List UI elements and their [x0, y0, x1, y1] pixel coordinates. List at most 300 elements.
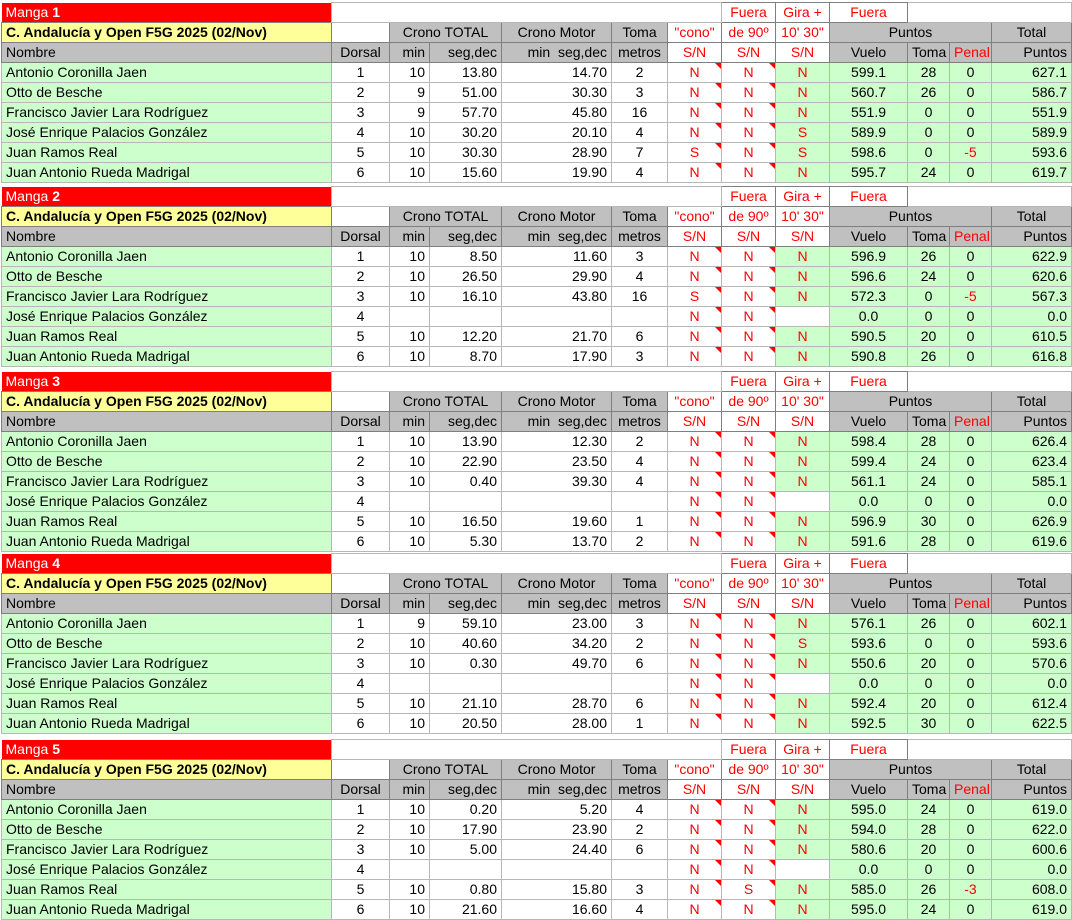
- dorsal-cell[interactable]: 5: [332, 512, 390, 532]
- fuera-10-30-header[interactable]: Fuera: [830, 740, 908, 760]
- total-min-cell[interactable]: 10: [390, 840, 430, 860]
- cono-header[interactable]: "cono": [668, 23, 722, 43]
- toma-header[interactable]: Toma: [612, 574, 668, 594]
- competition-title[interactable]: C. Andalucía y Open F5G 2025 (02/Nov): [2, 760, 332, 780]
- diez-treinta-cell[interactable]: N: [776, 714, 830, 734]
- cono-cell[interactable]: N: [668, 83, 722, 103]
- dorsal-cell[interactable]: 4: [332, 860, 390, 880]
- motor-seg-cell[interactable]: 30.30: [502, 83, 612, 103]
- total-header[interactable]: Total: [992, 574, 1072, 594]
- time-sn-header[interactable]: S/N: [776, 780, 830, 800]
- total-min-cell[interactable]: 10: [390, 820, 430, 840]
- de-90-header[interactable]: de 90º: [722, 392, 776, 412]
- total-cell[interactable]: 551.9: [992, 103, 1072, 123]
- total-header[interactable]: Total: [992, 207, 1072, 227]
- toma-cell[interactable]: 20: [908, 694, 950, 714]
- diez-treinta-cell[interactable]: N: [776, 880, 830, 900]
- cono-sn-header[interactable]: S/N: [668, 227, 722, 247]
- competition-title[interactable]: C. Andalucía y Open F5G 2025 (02/Nov): [2, 23, 332, 43]
- total-min-cell[interactable]: 10: [390, 327, 430, 347]
- seg-dec-header[interactable]: seg,dec: [430, 780, 502, 800]
- toma-cell[interactable]: 30: [908, 714, 950, 734]
- total-cell[interactable]: 622.9: [992, 247, 1072, 267]
- vuelo-cell[interactable]: 0.0: [830, 307, 908, 327]
- penal-cell[interactable]: 0: [950, 532, 992, 552]
- vuelo-cell[interactable]: 594.0: [830, 820, 908, 840]
- total-seg-cell[interactable]: 40.60: [430, 634, 502, 654]
- total-min-cell[interactable]: [390, 674, 430, 694]
- vuelo-header[interactable]: Vuelo: [830, 412, 908, 432]
- dorsal-cell[interactable]: 1: [332, 247, 390, 267]
- total-seg-cell[interactable]: [430, 492, 502, 512]
- gira-cell[interactable]: N: [722, 63, 776, 83]
- blank-cell[interactable]: [332, 740, 722, 760]
- dorsal-cell[interactable]: 5: [332, 327, 390, 347]
- dorsal-cell[interactable]: 1: [332, 63, 390, 83]
- pilot-name[interactable]: Francisco Javier Lara Rodríguez: [2, 840, 332, 860]
- gira-cell[interactable]: N: [722, 840, 776, 860]
- toma-cell[interactable]: 0: [908, 123, 950, 143]
- gira-cell[interactable]: N: [722, 267, 776, 287]
- diez-treinta-cell[interactable]: N: [776, 163, 830, 183]
- pilot-name[interactable]: Juan Ramos Real: [2, 143, 332, 163]
- gira-cell[interactable]: N: [722, 123, 776, 143]
- total-cell[interactable]: 612.4: [992, 694, 1072, 714]
- diez-treinta-cell[interactable]: N: [776, 83, 830, 103]
- total-header[interactable]: Total: [992, 23, 1072, 43]
- total-cell[interactable]: 0.0: [992, 674, 1072, 694]
- diez-treinta-cell[interactable]: S: [776, 634, 830, 654]
- crono-motor-header[interactable]: Crono Motor: [502, 23, 612, 43]
- total-puntos-header[interactable]: Puntos: [992, 594, 1072, 614]
- penal-cell[interactable]: 0: [950, 820, 992, 840]
- total-seg-cell[interactable]: 15.60: [430, 163, 502, 183]
- pilot-name[interactable]: José Enrique Palacios González: [2, 307, 332, 327]
- vuelo-cell[interactable]: 599.1: [830, 63, 908, 83]
- total-min-cell[interactable]: 10: [390, 123, 430, 143]
- motor-seg-cell[interactable]: 19.90: [502, 163, 612, 183]
- de-90-header[interactable]: de 90º: [722, 23, 776, 43]
- gira-cell[interactable]: N: [722, 860, 776, 880]
- gira-cell[interactable]: N: [722, 634, 776, 654]
- seg-dec-header[interactable]: seg,dec: [430, 594, 502, 614]
- toma-metros-cell[interactable]: [612, 492, 668, 512]
- cono-cell[interactable]: N: [668, 614, 722, 634]
- diez-treinta-cell[interactable]: N: [776, 347, 830, 367]
- motor-sub-header[interactable]: [502, 780, 612, 800]
- manga-title[interactable]: [2, 3, 332, 23]
- vuelo-cell[interactable]: 0.0: [830, 860, 908, 880]
- dorsal-cell[interactable]: 5: [332, 694, 390, 714]
- cono-cell[interactable]: N: [668, 163, 722, 183]
- puntos-header[interactable]: Puntos: [830, 574, 992, 594]
- diez-treinta-cell[interactable]: N: [776, 267, 830, 287]
- toma-metros-cell[interactable]: 4: [612, 900, 668, 920]
- total-seg-cell[interactable]: 22.90: [430, 452, 502, 472]
- total-min-cell[interactable]: 10: [390, 472, 430, 492]
- cono-cell[interactable]: N: [668, 307, 722, 327]
- toma-metros-cell[interactable]: 4: [612, 452, 668, 472]
- total-seg-cell[interactable]: 26.50: [430, 267, 502, 287]
- total-puntos-header[interactable]: Puntos: [992, 43, 1072, 63]
- total-seg-cell[interactable]: 20.50: [430, 714, 502, 734]
- dorsal-cell[interactable]: 2: [332, 267, 390, 287]
- pilot-name[interactable]: Juan Ramos Real: [2, 327, 332, 347]
- gira-header[interactable]: Gira +: [776, 554, 830, 574]
- vuelo-header[interactable]: Vuelo: [830, 780, 908, 800]
- gira-sn-header[interactable]: S/N: [722, 412, 776, 432]
- toma-metros-cell[interactable]: 1: [612, 512, 668, 532]
- fuera-cono-header[interactable]: Fuera: [722, 3, 776, 23]
- gira-cell[interactable]: N: [722, 512, 776, 532]
- crono-total-header[interactable]: Crono TOTAL: [390, 574, 502, 594]
- motor-seg-cell[interactable]: 24.40: [502, 840, 612, 860]
- toma-metros-cell[interactable]: 4: [612, 800, 668, 820]
- gira-cell[interactable]: N: [722, 492, 776, 512]
- motor-seg-cell[interactable]: 39.30: [502, 472, 612, 492]
- diez-treinta-cell[interactable]: N: [776, 654, 830, 674]
- toma-cell[interactable]: 0: [908, 307, 950, 327]
- total-cell[interactable]: 0.0: [992, 492, 1072, 512]
- toma-puntos-header[interactable]: Toma: [908, 594, 950, 614]
- total-seg-cell[interactable]: 30.30: [430, 143, 502, 163]
- metros-header[interactable]: metros: [612, 412, 668, 432]
- min-header[interactable]: min: [390, 594, 430, 614]
- pilot-name[interactable]: Juan Antonio Rueda Madrigal: [2, 163, 332, 183]
- motor-seg-cell[interactable]: 23.00: [502, 614, 612, 634]
- diez-treinta-cell[interactable]: N: [776, 694, 830, 714]
- total-min-cell[interactable]: 10: [390, 714, 430, 734]
- cono-cell[interactable]: N: [668, 820, 722, 840]
- dorsal-cell[interactable]: 4: [332, 123, 390, 143]
- motor-seg-cell[interactable]: 19.60: [502, 512, 612, 532]
- diez-treinta-cell[interactable]: N: [776, 472, 830, 492]
- total-seg-cell[interactable]: 12.20: [430, 327, 502, 347]
- pilot-name[interactable]: Francisco Javier Lara Rodríguez: [2, 103, 332, 123]
- diez-treinta-cell[interactable]: N: [776, 63, 830, 83]
- gira-cell[interactable]: N: [722, 532, 776, 552]
- min-header[interactable]: min: [390, 780, 430, 800]
- vuelo-header[interactable]: Vuelo: [830, 227, 908, 247]
- crono-motor-header[interactable]: Crono Motor: [502, 207, 612, 227]
- vuelo-cell[interactable]: 595.7: [830, 163, 908, 183]
- dorsal-cell[interactable]: 3: [332, 103, 390, 123]
- gira-cell[interactable]: N: [722, 103, 776, 123]
- blank-cell[interactable]: [332, 760, 390, 780]
- motor-seg-cell[interactable]: 43.80: [502, 287, 612, 307]
- gira-header[interactable]: Gira +: [776, 187, 830, 207]
- motor-sub-header[interactable]: [502, 227, 612, 247]
- pilot-name[interactable]: José Enrique Palacios González: [2, 492, 332, 512]
- diez-treinta-cell[interactable]: N: [776, 800, 830, 820]
- total-seg-cell[interactable]: [430, 860, 502, 880]
- time-10-30-header[interactable]: 10' 30": [776, 392, 830, 412]
- total-seg-cell[interactable]: 16.50: [430, 512, 502, 532]
- pilot-name[interactable]: José Enrique Palacios González: [2, 123, 332, 143]
- penal-cell[interactable]: 0: [950, 123, 992, 143]
- total-seg-cell[interactable]: 0.80: [430, 880, 502, 900]
- total-min-cell[interactable]: 10: [390, 63, 430, 83]
- toma-metros-cell[interactable]: 1: [612, 714, 668, 734]
- gira-cell[interactable]: N: [722, 432, 776, 452]
- dorsal-cell[interactable]: 2: [332, 452, 390, 472]
- motor-seg-cell[interactable]: 14.70: [502, 63, 612, 83]
- diez-treinta-cell[interactable]: N: [776, 512, 830, 532]
- total-seg-cell[interactable]: 0.20: [430, 800, 502, 820]
- total-min-cell[interactable]: 10: [390, 654, 430, 674]
- vuelo-cell[interactable]: 561.1: [830, 472, 908, 492]
- cono-cell[interactable]: N: [668, 800, 722, 820]
- motor-seg-cell[interactable]: 13.70: [502, 532, 612, 552]
- cono-header[interactable]: "cono": [668, 760, 722, 780]
- vuelo-cell[interactable]: 585.0: [830, 880, 908, 900]
- toma-cell[interactable]: 26: [908, 83, 950, 103]
- total-min-cell[interactable]: 9: [390, 83, 430, 103]
- time-10-30-header[interactable]: 10' 30": [776, 574, 830, 594]
- toma-metros-cell[interactable]: 4: [612, 123, 668, 143]
- toma-cell[interactable]: 24: [908, 800, 950, 820]
- toma-metros-cell[interactable]: [612, 860, 668, 880]
- cono-sn-header[interactable]: S/N: [668, 594, 722, 614]
- total-seg-cell[interactable]: 0.30: [430, 654, 502, 674]
- toma-cell[interactable]: 26: [908, 347, 950, 367]
- toma-cell[interactable]: 24: [908, 452, 950, 472]
- penal-cell[interactable]: 0: [950, 800, 992, 820]
- total-cell[interactable]: 0.0: [992, 860, 1072, 880]
- diez-treinta-cell[interactable]: N: [776, 327, 830, 347]
- cono-cell[interactable]: N: [668, 432, 722, 452]
- penal-header[interactable]: Penal: [950, 227, 992, 247]
- pilot-name[interactable]: Otto de Besche: [2, 820, 332, 840]
- penal-cell[interactable]: 0: [950, 614, 992, 634]
- diez-treinta-cell[interactable]: [776, 492, 830, 512]
- toma-metros-cell[interactable]: 2: [612, 63, 668, 83]
- toma-cell[interactable]: 0: [908, 634, 950, 654]
- cono-cell[interactable]: N: [668, 492, 722, 512]
- seg-dec-header[interactable]: seg,dec: [430, 43, 502, 63]
- vuelo-cell[interactable]: 592.4: [830, 694, 908, 714]
- total-min-cell[interactable]: 9: [390, 614, 430, 634]
- total-cell[interactable]: 600.6: [992, 840, 1072, 860]
- motor-seg-cell[interactable]: 23.90: [502, 820, 612, 840]
- dorsal-cell[interactable]: 4: [332, 307, 390, 327]
- penal-cell[interactable]: 0: [950, 840, 992, 860]
- total-cell[interactable]: 627.1: [992, 63, 1072, 83]
- time-10-30-header[interactable]: 10' 30": [776, 23, 830, 43]
- nombre-header[interactable]: Nombre: [2, 227, 332, 247]
- gira-cell[interactable]: N: [722, 654, 776, 674]
- nombre-header[interactable]: Nombre: [2, 412, 332, 432]
- toma-cell[interactable]: 20: [908, 327, 950, 347]
- diez-treinta-cell[interactable]: S: [776, 143, 830, 163]
- toma-metros-cell[interactable]: 16: [612, 103, 668, 123]
- pilot-name[interactable]: Otto de Besche: [2, 634, 332, 654]
- vuelo-cell[interactable]: 580.6: [830, 840, 908, 860]
- manga-title[interactable]: [2, 187, 332, 207]
- vuelo-cell[interactable]: 0.0: [830, 674, 908, 694]
- nombre-header[interactable]: Nombre: [2, 594, 332, 614]
- toma-cell[interactable]: 26: [908, 614, 950, 634]
- total-min-cell[interactable]: 10: [390, 347, 430, 367]
- total-puntos-header[interactable]: Puntos: [992, 780, 1072, 800]
- total-min-cell[interactable]: 9: [390, 103, 430, 123]
- diez-treinta-cell[interactable]: N: [776, 452, 830, 472]
- cono-cell[interactable]: N: [668, 452, 722, 472]
- motor-seg-cell[interactable]: 45.80: [502, 103, 612, 123]
- cono-cell[interactable]: S: [668, 287, 722, 307]
- motor-seg-cell[interactable]: [502, 674, 612, 694]
- nombre-header[interactable]: Nombre: [2, 780, 332, 800]
- gira-cell[interactable]: N: [722, 452, 776, 472]
- pilot-name[interactable]: Antonio Coronilla Jaen: [2, 432, 332, 452]
- cono-cell[interactable]: N: [668, 634, 722, 654]
- total-puntos-header[interactable]: Puntos: [992, 412, 1072, 432]
- vuelo-cell[interactable]: 576.1: [830, 614, 908, 634]
- cono-cell[interactable]: N: [668, 247, 722, 267]
- motor-seg-cell[interactable]: [502, 860, 612, 880]
- crono-motor-header[interactable]: Crono Motor: [502, 760, 612, 780]
- blank-cell[interactable]: [908, 740, 1072, 760]
- total-seg-cell[interactable]: 57.70: [430, 103, 502, 123]
- toma-cell[interactable]: 30: [908, 512, 950, 532]
- vuelo-cell[interactable]: 596.6: [830, 267, 908, 287]
- total-cell[interactable]: 593.6: [992, 634, 1072, 654]
- toma-metros-cell[interactable]: [612, 674, 668, 694]
- diez-treinta-cell[interactable]: [776, 307, 830, 327]
- toma-metros-cell[interactable]: 6: [612, 327, 668, 347]
- total-seg-cell[interactable]: 21.10: [430, 694, 502, 714]
- crono-motor-header[interactable]: Crono Motor: [502, 574, 612, 594]
- total-seg-cell[interactable]: [430, 674, 502, 694]
- gira-sn-header[interactable]: S/N: [722, 780, 776, 800]
- motor-seg-cell[interactable]: 17.90: [502, 347, 612, 367]
- cono-cell[interactable]: N: [668, 714, 722, 734]
- cono-cell[interactable]: N: [668, 860, 722, 880]
- motor-seg-cell[interactable]: 29.90: [502, 267, 612, 287]
- vuelo-cell[interactable]: 572.3: [830, 287, 908, 307]
- dorsal-cell[interactable]: 6: [332, 900, 390, 920]
- cono-cell[interactable]: N: [668, 674, 722, 694]
- fuera-cono-header[interactable]: Fuera: [722, 554, 776, 574]
- toma-cell[interactable]: 0: [908, 143, 950, 163]
- cono-sn-header[interactable]: S/N: [668, 412, 722, 432]
- vuelo-cell[interactable]: 599.4: [830, 452, 908, 472]
- crono-total-header[interactable]: Crono TOTAL: [390, 760, 502, 780]
- gira-cell[interactable]: N: [722, 163, 776, 183]
- penal-cell[interactable]: 0: [950, 432, 992, 452]
- toma-puntos-header[interactable]: Toma: [908, 412, 950, 432]
- toma-metros-cell[interactable]: 3: [612, 247, 668, 267]
- penal-cell[interactable]: 0: [950, 472, 992, 492]
- min-header[interactable]: min: [390, 412, 430, 432]
- cono-header[interactable]: "cono": [668, 392, 722, 412]
- motor-seg-cell[interactable]: 49.70: [502, 654, 612, 674]
- cono-cell[interactable]: N: [668, 840, 722, 860]
- vuelo-cell[interactable]: 592.5: [830, 714, 908, 734]
- toma-cell[interactable]: 0: [908, 103, 950, 123]
- gira-cell[interactable]: N: [722, 900, 776, 920]
- penal-cell[interactable]: 0: [950, 492, 992, 512]
- motor-seg-cell[interactable]: 5.20: [502, 800, 612, 820]
- toma-cell[interactable]: 0: [908, 287, 950, 307]
- vuelo-cell[interactable]: 591.6: [830, 532, 908, 552]
- gira-header[interactable]: Gira +: [776, 372, 830, 392]
- diez-treinta-cell[interactable]: N: [776, 532, 830, 552]
- competition-title[interactable]: C. Andalucía y Open F5G 2025 (02/Nov): [2, 392, 332, 412]
- toma-cell[interactable]: 26: [908, 247, 950, 267]
- toma-metros-cell[interactable]: 2: [612, 532, 668, 552]
- penal-cell[interactable]: -5: [950, 287, 992, 307]
- toma-puntos-header[interactable]: Toma: [908, 43, 950, 63]
- metros-header[interactable]: metros: [612, 43, 668, 63]
- dorsal-cell[interactable]: 5: [332, 880, 390, 900]
- diez-treinta-cell[interactable]: [776, 860, 830, 880]
- vuelo-cell[interactable]: 590.5: [830, 327, 908, 347]
- dorsal-cell[interactable]: 1: [332, 432, 390, 452]
- toma-header[interactable]: Toma: [612, 760, 668, 780]
- pilot-name[interactable]: Juan Ramos Real: [2, 880, 332, 900]
- toma-metros-cell[interactable]: 16: [612, 287, 668, 307]
- penal-cell[interactable]: 0: [950, 327, 992, 347]
- motor-seg-cell[interactable]: 20.10: [502, 123, 612, 143]
- gira-cell[interactable]: N: [722, 674, 776, 694]
- toma-metros-cell[interactable]: 3: [612, 880, 668, 900]
- total-cell[interactable]: 616.8: [992, 347, 1072, 367]
- gira-cell[interactable]: N: [722, 714, 776, 734]
- gira-sn-header[interactable]: S/N: [722, 227, 776, 247]
- crono-motor-header[interactable]: Crono Motor: [502, 392, 612, 412]
- total-cell[interactable]: 593.6: [992, 143, 1072, 163]
- dorsal-header[interactable]: Dorsal: [332, 412, 390, 432]
- pilot-name[interactable]: Otto de Besche: [2, 452, 332, 472]
- toma-metros-cell[interactable]: 2: [612, 820, 668, 840]
- fuera-10-30-header[interactable]: Fuera: [830, 3, 908, 23]
- cono-sn-header[interactable]: S/N: [668, 780, 722, 800]
- cono-cell[interactable]: N: [668, 694, 722, 714]
- puntos-header[interactable]: Puntos: [830, 23, 992, 43]
- blank-cell[interactable]: [332, 187, 722, 207]
- crono-total-header[interactable]: Crono TOTAL: [390, 207, 502, 227]
- vuelo-cell[interactable]: 589.9: [830, 123, 908, 143]
- pilot-name[interactable]: Antonio Coronilla Jaen: [2, 63, 332, 83]
- total-seg-cell[interactable]: 5.00: [430, 840, 502, 860]
- fuera-10-30-header[interactable]: Fuera: [830, 372, 908, 392]
- total-min-cell[interactable]: [390, 492, 430, 512]
- penal-cell[interactable]: 0: [950, 267, 992, 287]
- total-cell[interactable]: 619.0: [992, 800, 1072, 820]
- total-min-cell[interactable]: 10: [390, 143, 430, 163]
- pilot-name[interactable]: José Enrique Palacios González: [2, 860, 332, 880]
- toma-cell[interactable]: 20: [908, 654, 950, 674]
- diez-treinta-cell[interactable]: N: [776, 432, 830, 452]
- motor-seg-cell[interactable]: 28.90: [502, 143, 612, 163]
- penal-cell[interactable]: 0: [950, 674, 992, 694]
- toma-metros-cell[interactable]: 3: [612, 614, 668, 634]
- pilot-name[interactable]: Francisco Javier Lara Rodríguez: [2, 472, 332, 492]
- fuera-cono-header[interactable]: Fuera: [722, 740, 776, 760]
- total-cell[interactable]: 622.0: [992, 820, 1072, 840]
- seg-dec-header[interactable]: seg,dec: [430, 412, 502, 432]
- toma-header[interactable]: Toma: [612, 392, 668, 412]
- vuelo-cell[interactable]: 560.7: [830, 83, 908, 103]
- motor-seg-cell[interactable]: 34.20: [502, 634, 612, 654]
- diez-treinta-cell[interactable]: N: [776, 247, 830, 267]
- total-min-cell[interactable]: 10: [390, 267, 430, 287]
- toma-metros-cell[interactable]: 4: [612, 163, 668, 183]
- penal-cell[interactable]: 0: [950, 900, 992, 920]
- pilot-name[interactable]: Francisco Javier Lara Rodríguez: [2, 287, 332, 307]
- manga-title[interactable]: [2, 740, 332, 760]
